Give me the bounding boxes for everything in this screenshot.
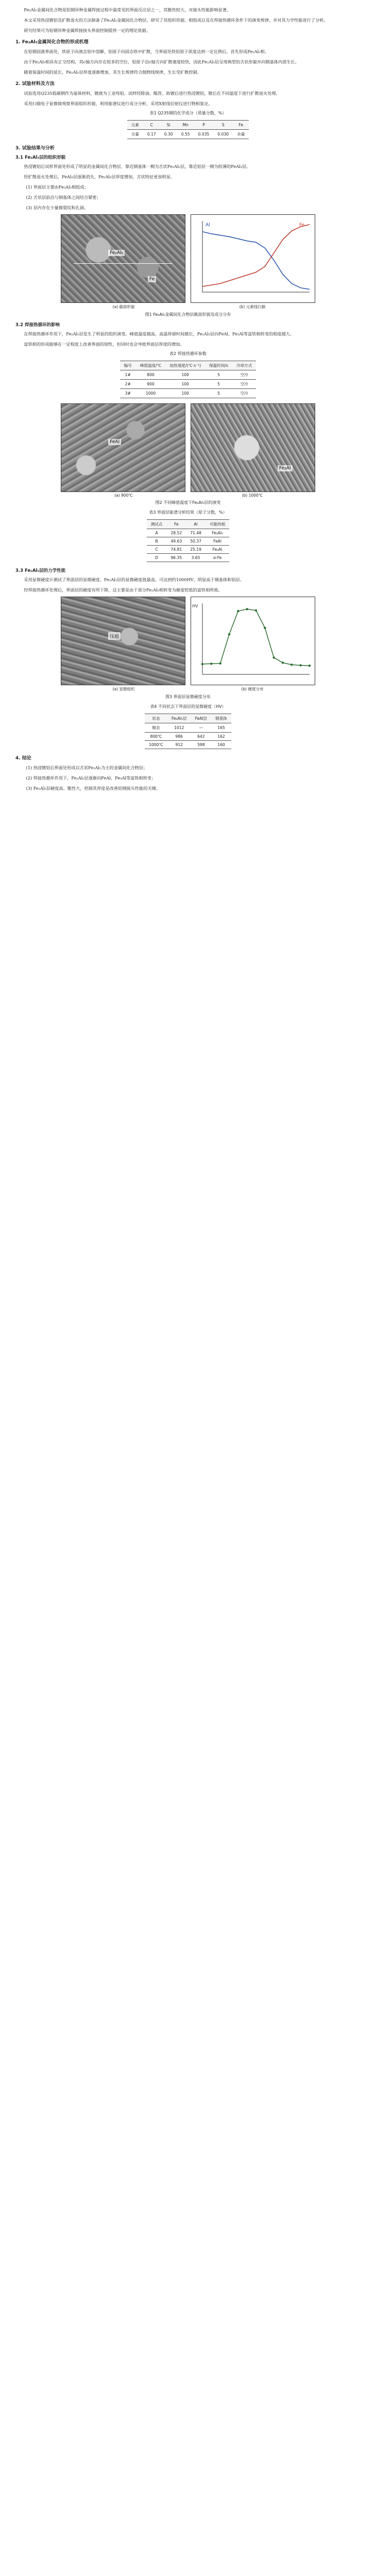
table-header-cell: 钢基体 [211, 714, 231, 723]
table-caption: 表2 焊接热循环参数 [169, 351, 207, 356]
table-cell: 镀态 [145, 723, 167, 733]
hardness-table [145, 714, 231, 749]
table-header-cell: P [194, 121, 214, 130]
table-header-cell: 元素 [127, 121, 143, 130]
table-row [120, 370, 257, 380]
table-row [147, 554, 230, 562]
data-point [309, 665, 311, 667]
legend-label-al: Al [206, 223, 210, 228]
figure-subcaptions [15, 304, 361, 310]
table-cell: 25.19 [186, 546, 206, 554]
table-header-cell: 状态 [145, 714, 167, 723]
figure-1 [15, 214, 361, 303]
table-row [145, 723, 231, 733]
table-cell: D [147, 554, 167, 562]
table-header-cell: Fe [233, 121, 249, 130]
table-cell: 5 [205, 380, 232, 389]
table-cell: 空冷 [232, 370, 256, 380]
micrograph-image [61, 597, 185, 685]
table-cell: Fe₃Al [206, 546, 229, 554]
paragraph: 试验选用Q235低碳钢作为基体材料，镀液为工业纯铝。试样经除油、酸洗、助镀后进行热浸镀铝，镀后在不同温度下进行扩散退火处理。 [24, 91, 280, 96]
table-header-cell: 测试点 [147, 520, 167, 529]
table-cell: 800 [136, 370, 165, 380]
data-point [210, 663, 212, 665]
subcaption: (b) 元素线扫描 [239, 304, 266, 309]
table-cell: 800℃ [145, 733, 167, 741]
table-header-cell: Fe [166, 520, 186, 529]
series-line-al [202, 232, 310, 290]
table-caption: 表4 不同状态下界面层的显微硬度（HV） [150, 704, 226, 709]
data-point [201, 663, 203, 665]
list-item: (3) 层内存在少量微裂纹和孔洞。 [26, 205, 89, 210]
paragraph: 采用扫描电子显微镜观察界面组织形貌，利用能谱仪进行成分分析，采用X射线衍射仪进行物相鉴定。 [24, 101, 213, 106]
composition-table [127, 120, 249, 139]
table-cell: 74.81 [166, 546, 186, 554]
subsection-heading: 3.2 焊接热循环的影响 [15, 323, 60, 328]
phase-label: 压痕 [108, 632, 121, 640]
data-point [255, 609, 257, 612]
table-cell: 642 [191, 733, 212, 741]
subsection-heading: 3.3 Fe₂Al₅层的力学性能 [15, 568, 66, 573]
table-cell: B [147, 537, 167, 546]
table-header-cell: 峰值温度/℃ [136, 361, 165, 370]
table-cell: 0.17 [143, 130, 160, 139]
figure-2 [15, 403, 361, 492]
table-cell: 1000℃ [145, 741, 167, 749]
paragraph: 在焊接热循环作用下，Fe₂Al₅层发生了明显的组织演变。峰值温度越高，高温停留时间越长，Fe₂Al₅层向FeAl、Fe₃Al等富铁相转变的程度越大。 [24, 331, 295, 336]
section-heading: 1. Fe₂Al₅金属间化合物的形成机理 [15, 40, 89, 45]
table-cell: 96.35 [166, 554, 186, 562]
paragraph: Fe₂Al₅金属间化合物是铝钢异种金属焊接过程中最常见的界面反应层之一，其脆性较大，对接头性能影响显著。 [24, 7, 231, 12]
table-cell: 5 [205, 370, 232, 380]
table-row [145, 741, 231, 749]
paragraph: 研究结果可为铝钢异种金属焊接接头界面控制提供一定的理论依据。 [24, 28, 151, 33]
table-header-cell: 冷却方式 [232, 361, 256, 370]
legend-label-fe: Fe [299, 223, 305, 228]
table-cell: 100 [165, 370, 205, 380]
table-header-cell: 加热速度/(℃·s⁻¹) [165, 361, 205, 370]
paragraph: 在铝钢固液界面处，铁原子向液态铝中溶解，铝原子向固态铁中扩散，当界面处铁铝原子浓度达到一定比例后，首先形成Fe₂Al₅相。 [24, 49, 269, 54]
table-cell: 28.52 [166, 529, 186, 537]
eds-table [147, 519, 230, 562]
phase-label: Fe [148, 276, 156, 282]
table-header-cell: S [213, 121, 233, 130]
table-cell: 含量 [127, 130, 143, 139]
subcaption: (a) 900℃ [114, 493, 133, 498]
paragraph: 经焊接热循环处理后，界面层的硬度有所下降，这主要是由于部分Fe₂Al₅相转变为硬度较低的富铁相所致。 [24, 587, 223, 592]
table-cell: 100 [165, 389, 205, 398]
table-cell: 165 [211, 723, 231, 733]
table-cell: 100 [165, 380, 205, 389]
y-axis-label: HV [192, 604, 198, 608]
data-point [219, 663, 221, 665]
table-cell: 0.30 [160, 130, 177, 139]
table-cell: 160 [211, 741, 231, 749]
hardness-plot [191, 597, 315, 685]
table-header-cell: Si [160, 121, 177, 130]
paragraph: 由于Fe₂Al₅相具有正交结构，其c轴方向存在较多的空位，铝原子沿c轴方向扩散速度较快，因此Fe₂Al₅层呈现典型的舌状形貌并向钢基体内部生长。 [24, 59, 299, 64]
table-cell: — [191, 723, 212, 733]
table-cell: 空冷 [232, 389, 256, 398]
table-cell: 986 [167, 733, 191, 741]
table-cell: 5 [205, 389, 232, 398]
table-cell: 2# [120, 380, 136, 389]
table-row [120, 380, 257, 389]
phase-label: Fe₂Al₅ [108, 250, 125, 256]
table-cell: FeAl [206, 537, 229, 546]
table-cell: 0.55 [177, 130, 194, 139]
micrograph-image [61, 214, 185, 303]
table-cell: 3# [120, 389, 136, 398]
table-header-cell: C [143, 121, 160, 130]
table-cell: 余量 [233, 130, 249, 139]
series-line-hardness [202, 609, 310, 666]
micrograph-image [191, 403, 315, 492]
section-heading: 3. 试验结果与分析 [15, 146, 55, 151]
intro-section [15, 6, 361, 34]
subcaption: (a) 显微组织 [112, 687, 135, 691]
line-scan-plot [191, 214, 315, 303]
phase-label: FeAl [108, 439, 121, 445]
table-row [120, 389, 257, 398]
data-point [282, 662, 284, 664]
data-point [237, 610, 239, 612]
article [8, 0, 368, 805]
paragraph: 本文采用热浸镀铝及扩散退火的方法制备了Fe₂Al₅金属间化合物层，研究了其组织形貌、相组成以及在焊接热循环条件下的演变规律，并对其力学性能进行了分析。 [24, 18, 328, 23]
table-cell: 空冷 [232, 380, 256, 389]
paragraph: 富铁相的形成能够在一定程度上改善界面的韧性，但同时也会导致界面层厚度的增加。 [24, 342, 184, 347]
table-cell: C [147, 546, 167, 554]
table-cell: 50.37 [186, 537, 206, 546]
table-header-cell: 保温时间/s [205, 361, 232, 370]
table-cell: 1000 [136, 389, 165, 398]
figure-3 [15, 597, 361, 685]
line-scan-svg [191, 215, 315, 302]
table-row [147, 529, 230, 537]
subcaption: (a) 截面形貌 [112, 304, 135, 309]
list-item: (2) 舌状层前沿与钢基体之间结合紧密； [26, 195, 101, 200]
table-cell: Fe₂Al₅ [206, 529, 229, 537]
list-item: (2) 焊接热循环作用下，Fe₂Al₅层逐渐向FeAl、Fe₃Al等富铁相转变； [26, 775, 156, 781]
subcaption: (b) 1000℃ [242, 493, 263, 498]
table-row [147, 546, 230, 554]
table-header-cell: 编号 [120, 361, 136, 370]
section-heading: 4. 结论 [15, 756, 31, 761]
table-caption: 表3 界面层能谱分析结果（原子分数，%） [149, 510, 227, 515]
thermal-cycle-table [120, 361, 257, 398]
scan-line [74, 263, 173, 264]
paragraph: 采用显微硬度计测试了界面层的显微硬度。Fe₂Al₅层的显微硬度值最高，可达到约1000HV，明显高于钢基体和铝层。 [24, 577, 244, 582]
table-header-cell: Mn [177, 121, 194, 130]
data-point [228, 633, 230, 635]
data-point [264, 627, 266, 629]
table-header-cell: Al [186, 520, 206, 529]
list-item: (1) 热浸镀铝后界面处形成以舌状Fe₂Al₅为主的金属间化合物层； [26, 765, 148, 770]
table-row [147, 537, 230, 546]
table-cell: 598 [191, 741, 212, 749]
phase-label: Fe₃Al [278, 465, 293, 471]
figure-caption: 图3 界面层显微硬度分布 [165, 694, 211, 699]
table-cell: 71.48 [186, 529, 206, 537]
data-point [290, 664, 293, 666]
table-header-cell: FeAl层 [191, 714, 212, 723]
table-cell: 900 [136, 380, 165, 389]
conclusions-list [15, 764, 361, 792]
table-cell: 3.65 [186, 554, 206, 562]
figure-subcaptions [15, 686, 361, 692]
table-cell: 0.035 [194, 130, 214, 139]
data-point [300, 664, 302, 666]
table-cell: 49.63 [166, 537, 186, 546]
figure-caption: 图1 Fe₂Al₅金属间化合物层截面形貌及成分分布 [145, 312, 231, 317]
figure-caption: 图2 不同峰值温度下Fe₂Al₅层的演变 [155, 500, 221, 505]
list-item: (3) Fe₂Al₅层硬度高、脆性大，控制其厚度是改善铝钢接头性能的关键。 [26, 786, 160, 791]
data-point [273, 656, 275, 658]
section-heading: 2. 试验材料及方法 [15, 81, 55, 87]
series-line-fe [202, 225, 310, 286]
table-row [145, 733, 231, 741]
table-caption: 表1 Q235钢的化学成分（质量分数，%） [149, 111, 227, 115]
hardness-svg [191, 597, 315, 685]
table-cell: A [147, 529, 167, 537]
table-cell: 1# [120, 370, 136, 380]
table-cell: α-Fe [206, 554, 229, 562]
table-cell: 912 [167, 741, 191, 749]
paragraph: 随着保温时间的延长，Fe₂Al₅层厚度逐渐增加，其生长规律符合抛物线规律，生长受扩散控制。 [24, 70, 201, 75]
table-cell: 1012 [167, 723, 191, 733]
list-item: (1) 界面层主要由Fe₂Al₅相组成； [26, 184, 89, 190]
data-point [246, 608, 248, 610]
paragraph: 热浸镀铝后试样界面处形成了明显的金属间化合物层，靠近钢基体一侧为舌状Fe₂Al₅层，靠近铝层一侧为较薄的FeAl₃层。 [24, 164, 251, 169]
micrograph-image [61, 403, 185, 492]
subcaption: (b) 硬度分布 [241, 687, 264, 691]
table-row [127, 130, 249, 139]
table-header-cell: Fe₂Al₅层 [167, 714, 191, 723]
table-cell: 0.030 [213, 130, 233, 139]
table-header-cell: 可能的相 [206, 520, 229, 529]
paragraph: 经扩散退火处理后，FeAl₃层逐渐消失，Fe₂Al₅层厚度增加，舌状特征更加明显。 [24, 174, 175, 179]
findings-list [15, 183, 361, 211]
table-cell: 162 [211, 733, 231, 741]
subsection-heading: 3.1 Fe₂Al₅层的组织形貌 [15, 155, 66, 160]
figure-subcaptions [15, 493, 361, 498]
